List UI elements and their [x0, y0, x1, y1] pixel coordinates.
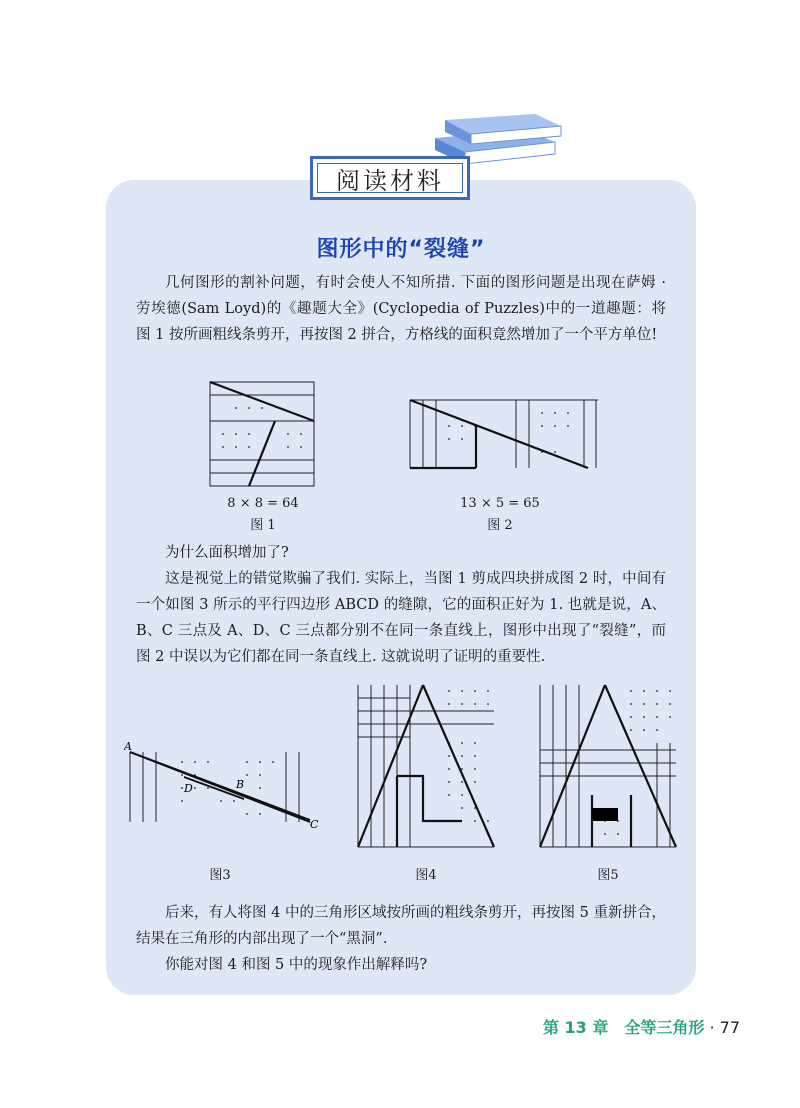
- point-a-label: A: [124, 740, 132, 753]
- page-title: 图形中的“裂缝”: [316, 237, 486, 262]
- paragraph-intro: 几何图形的割补问题，有时会使人不知所措. 下面的图形问题是出现在萨姆 · 劳埃德(Sam Loyd)的《趣题大全》(Cyclopedia of Puzzles)中的一道趣题：将图 1 按所画粗线条剪开，再按图 2 拼合，方格线的面积竟然增加了一个平方单位!: [136, 275, 666, 343]
- paragraph-black-hole: 后来，有人将图 4 中的三角形区域按所画的粗线条剪开，再按图 5 重新拼合，结果在三角形的内部出现了一个“黑洞”.: [136, 905, 666, 947]
- figure-3: [124, 740, 324, 830]
- chapter-title: 第 13 章 全等三角形: [542, 1018, 705, 1037]
- paragraph-question: 为什么面积增加了?: [165, 545, 289, 561]
- black-hole: [592, 808, 618, 821]
- point-c-label: C: [310, 818, 319, 830]
- page-number: · 77: [709, 1018, 740, 1037]
- figure-2: [408, 398, 598, 470]
- figure-4: [354, 683, 498, 849]
- badge-text: 阅读材料: [336, 166, 444, 195]
- point-d-label: D: [184, 782, 193, 795]
- paragraph-explanation: 这是视觉上的错觉欺骗了我们. 实际上，当图 1 剪成四块拼成图 2 时，中间有一个如图 3 所示的平行四边形 ABCD 的缝隙，它的面积正好为 1. 也就是说，A、B、C 三点及 A、D、C 三点都分别不在同一条直线上，图形中出现了“裂缝”，而图 2 中误以为它们都在同一条直线上. 这就说明了证明的重要性.: [136, 571, 666, 665]
- figure-4-label: 图4: [415, 868, 437, 883]
- reading-material-badge: [310, 156, 470, 200]
- figure-5-label: 图5: [597, 868, 619, 883]
- figure-3-label: 图3: [209, 868, 231, 883]
- paragraph-closing-question: 你能对图 4 和图 5 中的现象作出解释吗?: [165, 957, 428, 973]
- figure-2-equation: 13 × 5 = 65: [460, 496, 540, 511]
- figure-2-label: 图 2: [487, 518, 513, 533]
- figure-5: [536, 683, 680, 849]
- point-b-label: B: [236, 778, 245, 791]
- figure-1-label: 图 1: [250, 518, 276, 533]
- figure-1-equation: 8 × 8 = 64: [227, 496, 299, 511]
- page-footer: [500, 1015, 740, 1038]
- figure-1: [208, 380, 318, 488]
